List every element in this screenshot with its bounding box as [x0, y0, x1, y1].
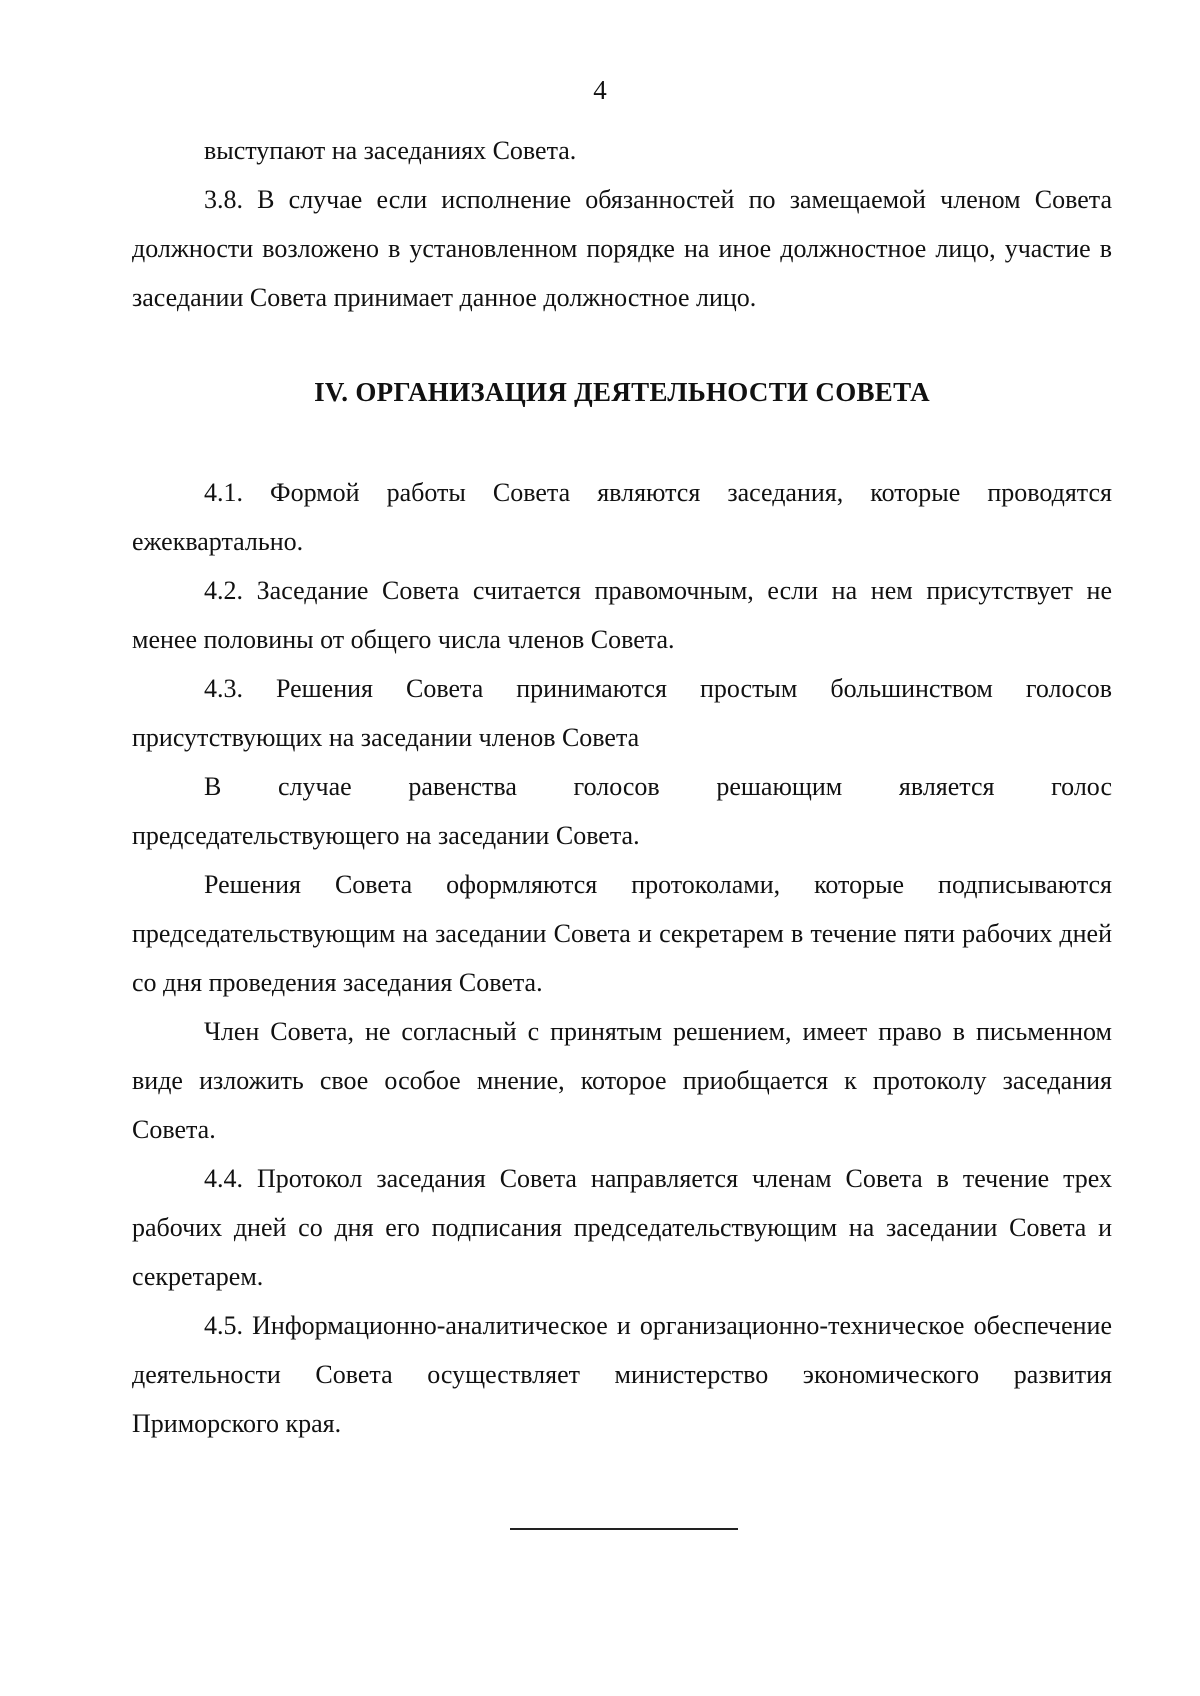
document-body: [132, 126, 1112, 1448]
end-separator-line: [510, 1528, 738, 1530]
paragraph-4-5: 4.5. Информационно-аналитическое и организационно-техническое обеспечение деятельности Совета осуществляет министерство экономического развития Приморского края.: [132, 1311, 1112, 1438]
paragraph-continuation: выступают на заседаниях Совета.: [204, 136, 577, 165]
paragraph-4-4: 4.4. Протокол заседания Совета направляется членам Совета в течение трех рабочих дней со дня его подписания председательствующим на заседании Совета и секретарем.: [132, 1164, 1112, 1291]
page-number: 4: [593, 75, 607, 105]
paragraph-3-8: 3.8. В случае если исполнение обязанностей по замещаемой членом Совета должности возложено в установленном порядке на иное должностное лицо, участие в заседании Совета принимает данное должностное лицо.: [132, 185, 1112, 312]
paragraph-4-1: 4.1. Формой работы Совета являются заседания, которые проводятся ежеквартально.: [132, 478, 1112, 556]
paragraph-4-3-tie-line1: В случае равенства голосов решающим является голос: [204, 772, 1112, 801]
paragraph-4-2: 4.2. Заседание Совета считается правомочным, если на нем присутствует не менее половины от общего числа членов Совета.: [132, 576, 1112, 654]
section-heading: IV. ОРГАНИЗАЦИЯ ДЕЯТЕЛЬНОСТИ СОВЕТА: [314, 377, 930, 407]
paragraph-4-3-protocol: Решения Совета оформляются протоколами, которые подписываются председательствующим на заседании Совета и секретарем в течение пяти рабочих дней со дня проведения заседания Совета.: [132, 870, 1112, 997]
paragraph-4-3-tie-line2: председательствующего на заседании Совета.: [132, 821, 640, 850]
paragraph-4-3: 4.3. Решения Совета принимаются простым большинством голосов присутствующих на заседании членов Совета: [132, 674, 1112, 752]
paragraph-4-3-dissent: Член Совета, не согласный с принятым решением, имеет право в письменном виде изложить свое особое мнение, которое приобщается к протоколу заседания Совета.: [132, 1017, 1112, 1144]
